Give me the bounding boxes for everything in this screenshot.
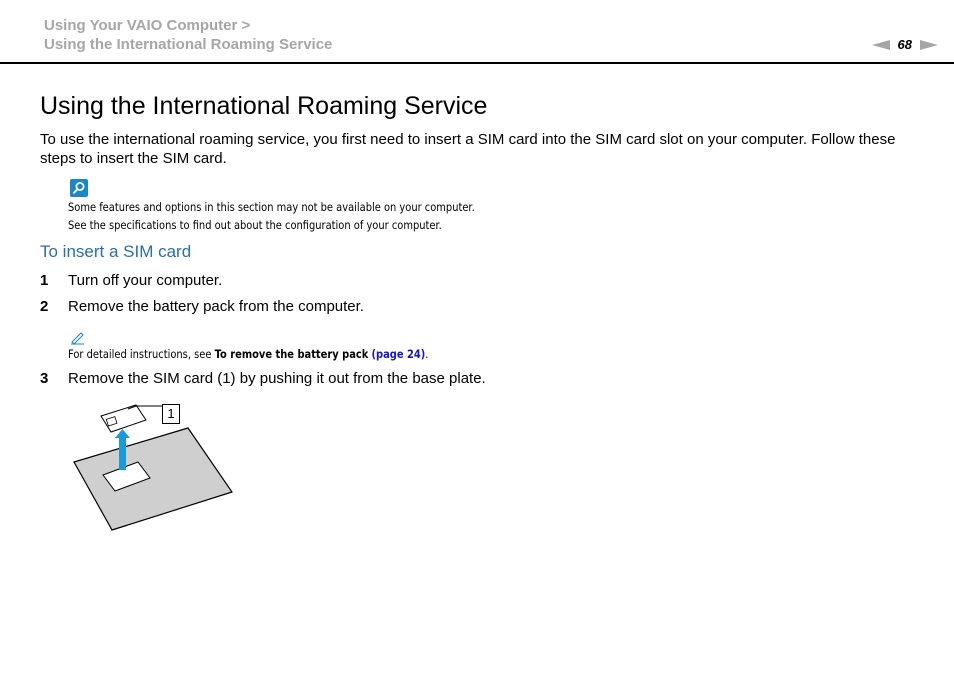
figure-callout-label: 1 [162, 404, 180, 424]
note-line-2: See the specifications to find out about the configuration of your computer. [68, 218, 442, 232]
page-navigation [872, 37, 938, 52]
page-link[interactable]: (page 24) [371, 347, 426, 361]
breadcrumb-line-2: Using the International Roaming Service [44, 36, 333, 53]
note-line-1: Some features and options in this section may not be available on your computer. [68, 200, 475, 214]
step-item [40, 271, 222, 290]
step-text: Remove the battery pack from the computer. [68, 298, 364, 315]
page-number: 68 [897, 37, 912, 52]
sim-card-illustration [70, 400, 240, 540]
intro-paragraph: To use the international roaming service, you first need to insert a SIM card into the SIM card slot on your computer. Follow these steps to insert the SIM card. [40, 131, 896, 167]
magnifier-note-icon [70, 179, 88, 197]
step-number: 2 [40, 298, 49, 315]
triangle-right-icon[interactable] [920, 40, 938, 50]
header-divider [0, 62, 954, 64]
breadcrumb [44, 16, 332, 54]
tip-text [68, 345, 428, 363]
tip-bold-text: To remove the battery pack [214, 347, 369, 361]
base-plate [74, 428, 232, 530]
note-text [68, 198, 475, 234]
step-text: Turn off your computer. [68, 272, 223, 289]
step-text: Remove the SIM card (1) by pushing it out from the base plate. [68, 370, 486, 387]
step-item [40, 297, 364, 316]
tip-prefix: For detailed instructions, see [68, 347, 215, 361]
tip-suffix: . [425, 347, 429, 361]
page-title: Using the International Roaming Service [40, 92, 488, 120]
breadcrumb-line-1: Using Your VAIO Computer > [44, 17, 251, 34]
eject-arrow-shaft [119, 437, 126, 470]
section-subheading: To insert a SIM card [40, 242, 192, 261]
triangle-left-icon[interactable] [872, 40, 890, 50]
step-item [40, 369, 486, 388]
step-number: 1 [40, 272, 49, 289]
step-number: 3 [40, 370, 49, 387]
